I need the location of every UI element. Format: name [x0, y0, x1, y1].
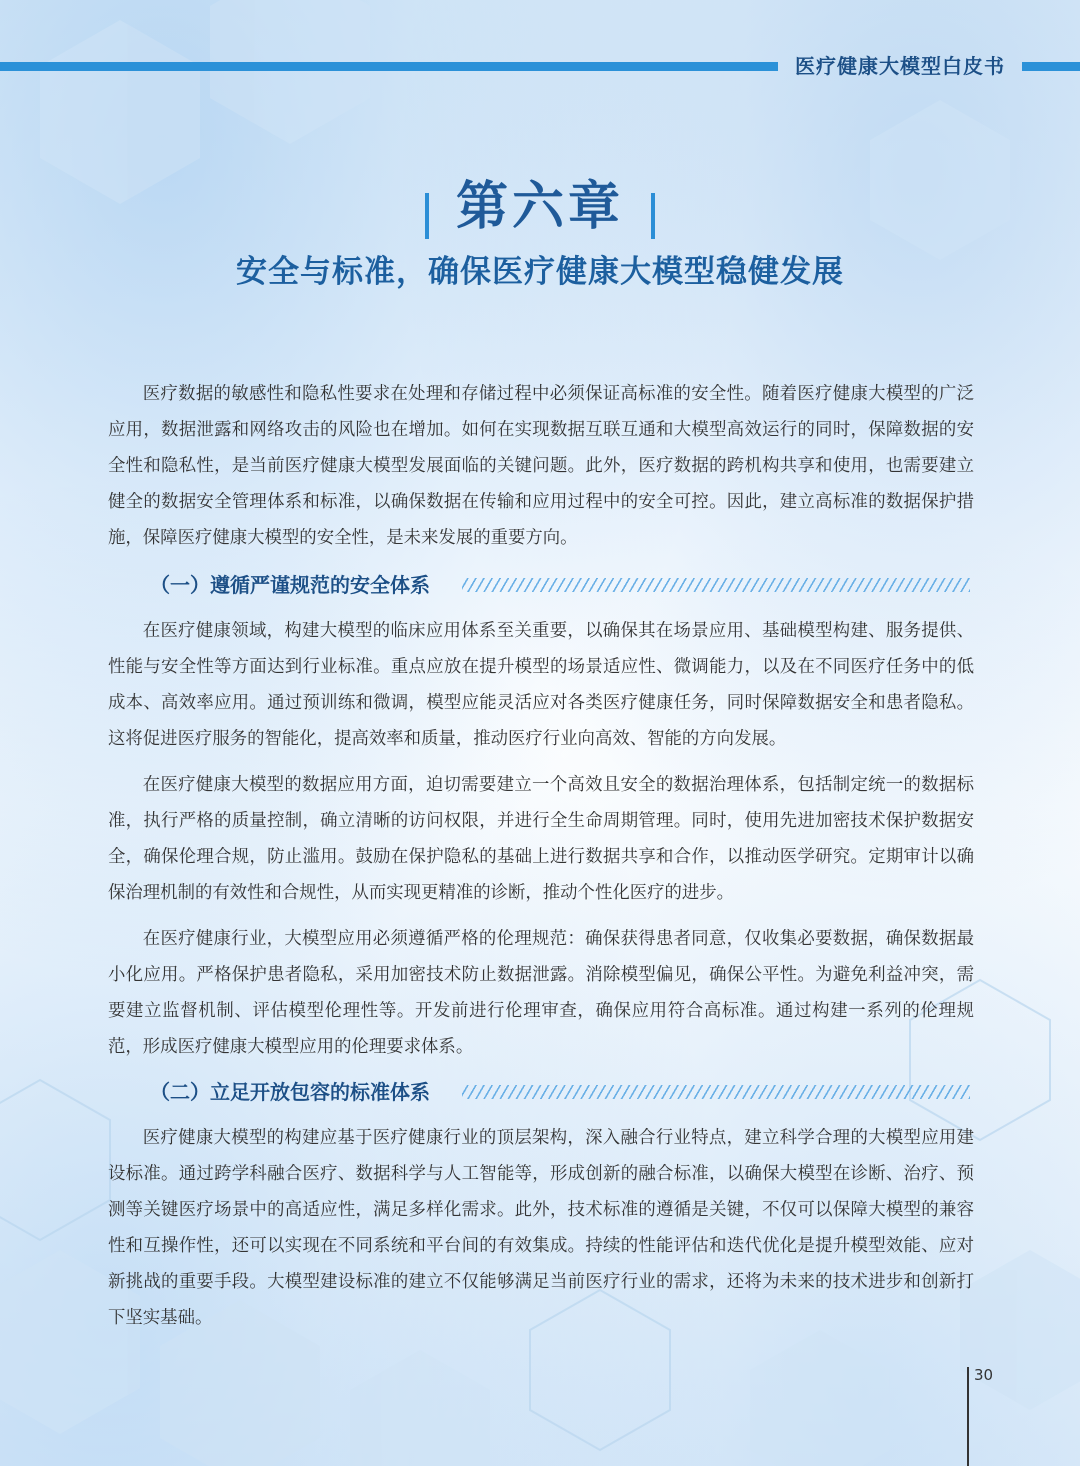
header-bar-left [0, 62, 778, 71]
chapter-heading [0, 174, 1080, 240]
section-1-paragraph-3: 在医疗健康行业，大模型应用必须遵循严格的伦理规范：确保获得患者同意，仅收集必要数据，确保数据最小化应用。严格保护患者隐私，采用加密技术防止数据泄露。消除模型偏见，确保公平性。为避免利益冲突，需要建立监督机制、评估模型伦理性等。开发前进行伦理审查，确保应用符合高标准。通过构建一系列的伦理规范，形成医疗健康大模型应用的伦理要求体系。 [108, 929, 974, 1057]
section-title-2: （二）立足开放包容的标准体系 [150, 1080, 430, 1104]
section-stripes-2 [462, 1085, 970, 1099]
chapter-bar-right [651, 193, 655, 239]
section-title-1: （一）遵循严谨规范的安全体系 [150, 573, 430, 597]
section-2-paragraph-1: 医疗健康大模型的构建应基于医疗健康行业的顶层架构，深入融合行业特点，建立科学合理的大模型应用建设标准。通过跨学科融合医疗、数据科学与人工智能等，形成创新的融合标准，以确保大模型在诊断、治疗、预测等关键医疗场景中的高适应性，满足多样化需求。此外，技术标准的遵循是关键，不仅可以保障大模型的兼容性和互操作性，还可以实现在不同系统和平台间的有效集成。持续的性能评估和迭代优化是提升模型效能、应对新挑战的重要手段。大模型建设标准的建立不仅能够满足当前医疗行业的需求，还将为未来的技术进步和创新打下坚实基础。 [108, 1128, 974, 1328]
chapter-bar-left [425, 193, 429, 239]
section-stripes-1 [462, 578, 970, 592]
chapter-subtitle: 安全与标准，确保医疗健康大模型稳健发展 [236, 254, 844, 290]
section-heading-1 [150, 568, 970, 602]
page-number: 30 [974, 1366, 994, 1384]
intro-paragraph: 医疗数据的敏感性和隐私性要求在处理和存储过程中必须保证高标准的安全性。随着医疗健康大模型的广泛应用，数据泄露和网络攻击的风险也在增加。如何在实现数据互联互通和大模型高效运行的同时，保障数据的安全性和隐私性，是当前医疗健康大模型发展面临的关键问题。此外，医疗数据的跨机构共享和使用，也需要建立健全的数据安全管理体系和标准，以确保数据在传输和应用过程中的安全可控。因此，建立高标准的数据保护措施，保障医疗健康大模型的安全性，是未来发展的重要方向。 [108, 384, 974, 548]
section-1-paragraph-2: 在医疗健康大模型的数据应用方面，迫切需要建立一个高效且安全的数据治理体系，包括制定统一的数据标准，执行严格的质量控制，确立清晰的访问权限，并进行全生命周期管理。同时，使用先进加密技术保护数据安全，确保伦理合规，防止滥用。鼓励在保护隐私的基础上进行数据共享和合作，以推动医学研究。定期审计以确保治理机制的有效性和合规性，从而实现更精准的诊断，推动个性化医疗的进步。 [108, 775, 974, 903]
page-number-line [967, 1367, 969, 1466]
chapter-title: 第六章 [455, 176, 624, 237]
header-bar-right [1022, 62, 1080, 71]
header-title: 医疗健康大模型白皮书 [795, 54, 1005, 78]
section-heading-2 [150, 1075, 970, 1109]
section-1-paragraph-1: 在医疗健康领域，构建大模型的临床应用体系至关重要，以确保其在场景应用、基础模型构建、服务提供、性能与安全性等方面达到行业标准。重点应放在提升模型的场景适应性、微调能力，以及在不同医疗任务中的低成本、高效率应用。通过预训练和微调，模型应能灵活应对各类医疗健康任务，同时保障数据安全和患者隐私。这将促进医疗服务的智能化，提高效率和质量，推动医疗行业向高效、智能的方向发展。 [108, 621, 974, 749]
